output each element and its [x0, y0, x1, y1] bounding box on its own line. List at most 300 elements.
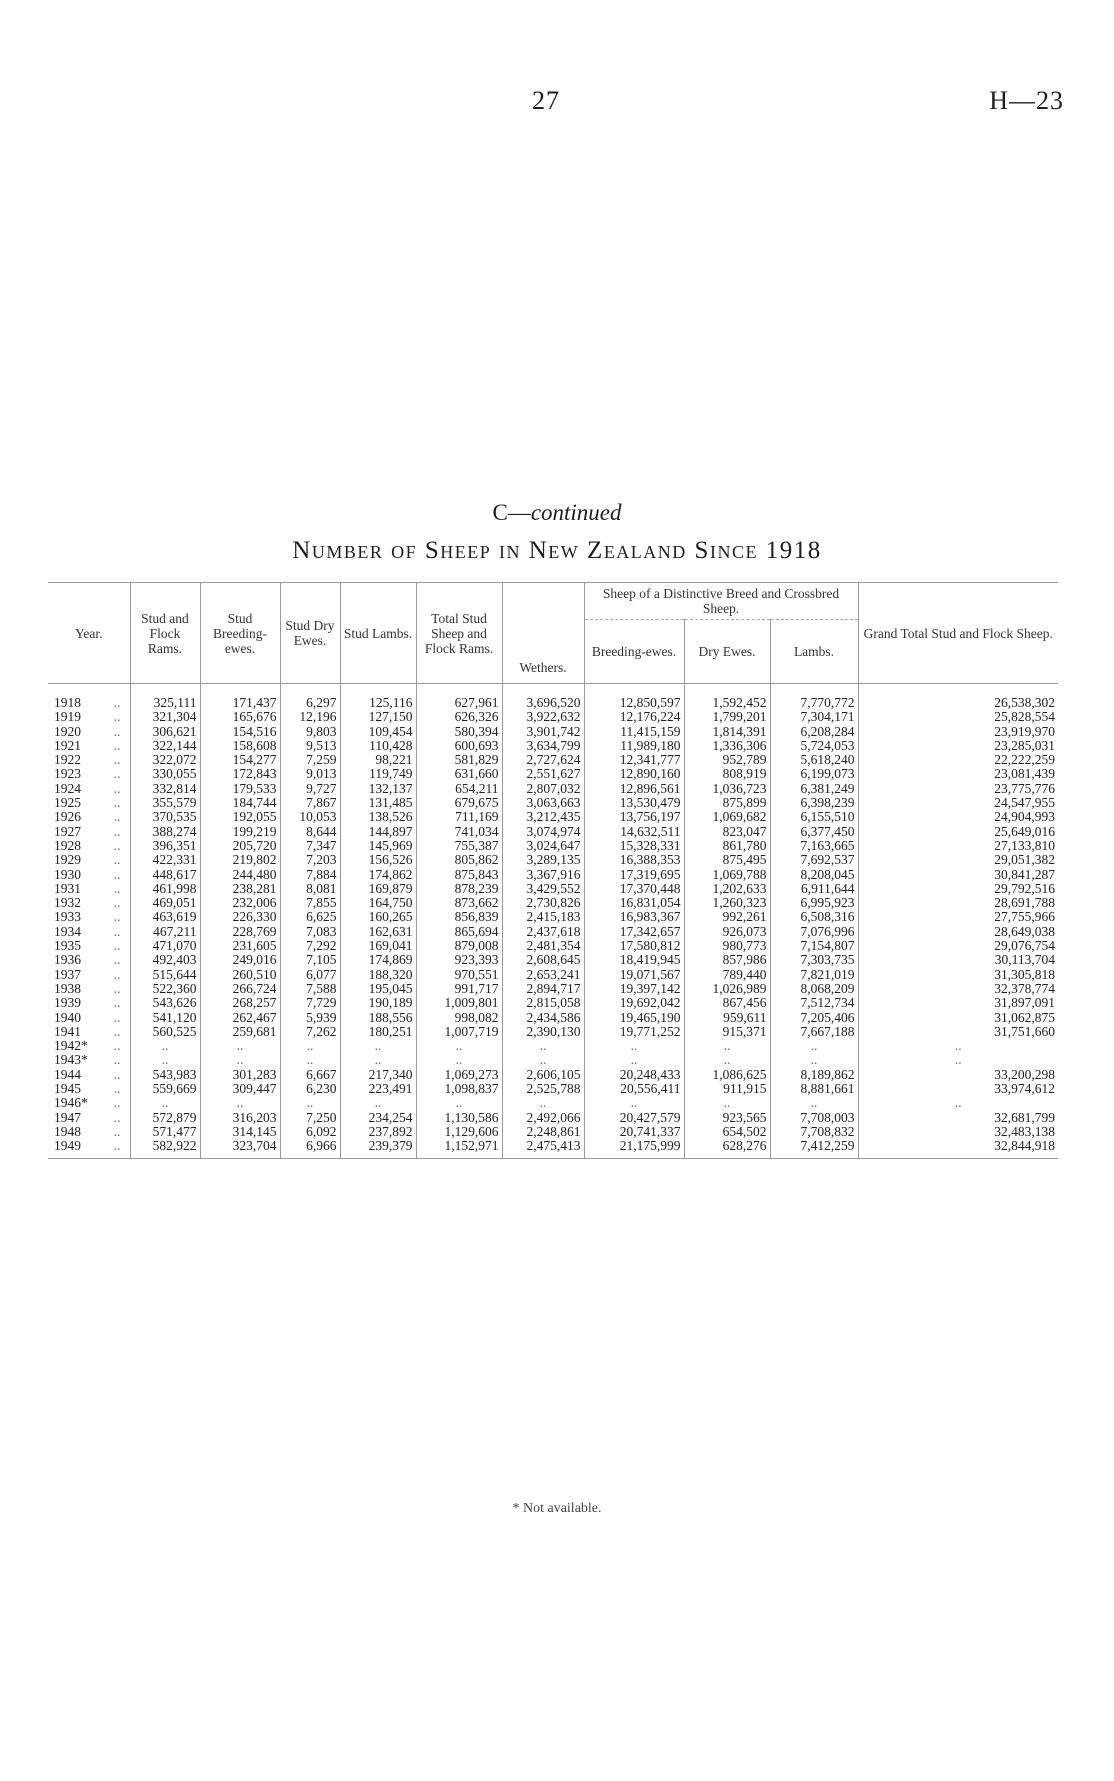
cell-breeding-ewes: 19,397,142 — [584, 982, 684, 996]
cell-stud-breeding-ewes: 249,016 — [200, 953, 280, 967]
section-title — [0, 500, 1114, 526]
year-label: 1921 — [54, 737, 81, 753]
year-label: 1936 — [54, 952, 81, 968]
table-row — [48, 1039, 1058, 1053]
cell-stud-dry-ewes: 7,855 — [280, 896, 340, 910]
year-label: 1930 — [54, 866, 81, 882]
cell-stud-lambs: 127,150 — [340, 710, 416, 724]
year-leader-dots: .. — [113, 780, 121, 796]
cell-lambs: 8,189,862 — [770, 1068, 858, 1082]
year-leader-dots: .. — [113, 823, 121, 839]
cell-stud-breeding-ewes: 228,769 — [200, 925, 280, 939]
year-label: 1923 — [54, 766, 81, 782]
cell-stud-breeding-ewes: 154,516 — [200, 725, 280, 739]
cell-total-stud: .. — [416, 1053, 502, 1067]
cell-grand-total: 29,051,382 — [858, 853, 1058, 867]
cell-lambs: 6,381,249 — [770, 782, 858, 796]
year-label: 1933 — [54, 909, 81, 925]
cell-stud-lambs: 239,379 — [340, 1139, 416, 1158]
cell-dry-ewes: 926,073 — [684, 925, 770, 939]
cell-stud-lambs: 174,869 — [340, 953, 416, 967]
table-row — [48, 896, 1058, 910]
cell-breeding-ewes: 14,632,511 — [584, 825, 684, 839]
cell-lambs: 6,199,073 — [770, 767, 858, 781]
cell-grand-total: 26,538,302 — [858, 684, 1058, 711]
cell-year — [48, 896, 130, 910]
cell-breeding-ewes: 21,175,999 — [584, 1139, 684, 1158]
year-label: 1941 — [54, 1023, 81, 1039]
cell-year — [48, 725, 130, 739]
cell-stud-breeding-ewes: 158,608 — [200, 739, 280, 753]
cell-stud-breeding-ewes: .. — [200, 1053, 280, 1067]
cell-dry-ewes: 1,336,306 — [684, 739, 770, 753]
year-label: 1931 — [54, 880, 81, 896]
table-row — [48, 968, 1058, 982]
cell-wethers: 2,525,788 — [502, 1082, 584, 1096]
cell-stud-dry-ewes: 7,588 — [280, 982, 340, 996]
year-label: 1937 — [54, 966, 81, 982]
cell-dry-ewes: 654,502 — [684, 1125, 770, 1139]
table-header — [48, 583, 1058, 684]
cell-grand-total: 24,904,993 — [858, 810, 1058, 824]
cell-breeding-ewes: 15,328,331 — [584, 839, 684, 853]
cell-breeding-ewes: 17,319,695 — [584, 868, 684, 882]
cell-stud-flock-rams: 515,644 — [130, 968, 200, 982]
cell-year — [48, 853, 130, 867]
cell-stud-breeding-ewes: 301,283 — [200, 1068, 280, 1082]
cell-stud-flock-rams: 582,922 — [130, 1139, 200, 1158]
cell-stud-breeding-ewes: 244,480 — [200, 868, 280, 882]
year-label: 1935 — [54, 938, 81, 954]
cell-breeding-ewes: 19,071,567 — [584, 968, 684, 982]
cell-total-stud: 873,662 — [416, 896, 502, 910]
cell-total-stud: 600,693 — [416, 739, 502, 753]
cell-stud-flock-rams: 461,998 — [130, 882, 200, 896]
cell-dry-ewes: 628,276 — [684, 1139, 770, 1158]
year-leader-dots: .. — [113, 737, 121, 753]
table-row — [48, 882, 1058, 896]
cell-stud-dry-ewes: 6,297 — [280, 684, 340, 711]
cell-lambs: .. — [770, 1096, 858, 1110]
cell-stud-flock-rams: 322,072 — [130, 753, 200, 767]
year-leader-dots: .. — [113, 1066, 121, 1082]
cell-year — [48, 882, 130, 896]
table-row — [48, 739, 1058, 753]
cell-lambs: 7,205,406 — [770, 1011, 858, 1025]
cell-dry-ewes: 959,611 — [684, 1011, 770, 1025]
cell-wethers: 2,608,645 — [502, 953, 584, 967]
table-row — [48, 753, 1058, 767]
col-breeding-ewes: Breeding-ewes. — [584, 619, 684, 683]
cell-wethers: .. — [502, 1039, 584, 1053]
col-wethers: Wethers. — [502, 583, 584, 684]
cell-year — [48, 839, 130, 853]
cell-total-stud: 1,098,837 — [416, 1082, 502, 1096]
cell-year — [48, 1082, 130, 1096]
cell-stud-lambs: 174,862 — [340, 868, 416, 882]
cell-total-stud: 627,961 — [416, 684, 502, 711]
year-label: 1947 — [54, 1109, 81, 1125]
cell-stud-flock-rams: 322,144 — [130, 739, 200, 753]
cell-lambs: 6,208,284 — [770, 725, 858, 739]
cell-wethers: 3,696,520 — [502, 684, 584, 711]
cell-stud-breeding-ewes: 309,447 — [200, 1082, 280, 1096]
cell-dry-ewes: 867,456 — [684, 996, 770, 1010]
cell-breeding-ewes: 16,388,353 — [584, 853, 684, 867]
cell-year — [48, 982, 130, 996]
cell-stud-flock-rams: 388,274 — [130, 825, 200, 839]
cell-grand-total: 31,897,091 — [858, 996, 1058, 1010]
cell-stud-dry-ewes: 9,803 — [280, 725, 340, 739]
table-row — [48, 953, 1058, 967]
cell-total-stud: 1,130,586 — [416, 1111, 502, 1125]
cell-stud-lambs: 109,454 — [340, 725, 416, 739]
cell-year — [48, 1125, 130, 1139]
cell-stud-lambs: 162,631 — [340, 925, 416, 939]
col-total-stud: Total Stud Sheep and Flock Rams. — [416, 583, 502, 684]
cell-grand-total: 32,844,918 — [858, 1139, 1058, 1158]
cell-lambs: 7,412,259 — [770, 1139, 858, 1158]
year-leader-dots: .. — [113, 895, 121, 911]
year-leader-dots: .. — [113, 752, 121, 768]
cell-breeding-ewes: .. — [584, 1096, 684, 1110]
cell-stud-lambs: 180,251 — [340, 1025, 416, 1039]
cell-lambs: 7,821,019 — [770, 968, 858, 982]
cell-wethers: 3,922,632 — [502, 710, 584, 724]
cell-lambs: 7,708,832 — [770, 1125, 858, 1139]
year-leader-dots: .. — [113, 1038, 121, 1054]
cell-breeding-ewes: 20,741,337 — [584, 1125, 684, 1139]
table-row — [48, 925, 1058, 939]
cell-stud-flock-rams: 332,814 — [130, 782, 200, 796]
cell-breeding-ewes: 13,530,479 — [584, 796, 684, 810]
col-stud-breeding-ewes: Stud Breeding-ewes. — [200, 583, 280, 684]
cell-dry-ewes: 857,986 — [684, 953, 770, 967]
cell-stud-breeding-ewes: 266,724 — [200, 982, 280, 996]
year-label: 1922 — [54, 752, 81, 768]
document-reference: H—23 — [989, 86, 1064, 115]
cell-stud-flock-rams: .. — [130, 1053, 200, 1067]
cell-grand-total: 32,483,138 — [858, 1125, 1058, 1139]
col-group-distinctive-breed: Sheep of a Distinctive Breed and Crossbred Sheep. — [584, 583, 858, 620]
cell-grand-total: 31,305,818 — [858, 968, 1058, 982]
cell-stud-breeding-ewes: 165,676 — [200, 710, 280, 724]
table-row — [48, 939, 1058, 953]
cell-lambs: 8,881,661 — [770, 1082, 858, 1096]
cell-wethers: 2,492,066 — [502, 1111, 584, 1125]
year-label: 1929 — [54, 852, 81, 868]
cell-dry-ewes: 952,789 — [684, 753, 770, 767]
cell-breeding-ewes: 19,692,042 — [584, 996, 684, 1010]
cell-year — [48, 767, 130, 781]
year-label: 1939 — [54, 995, 81, 1011]
year-label: 1918 — [54, 695, 81, 710]
table-row — [48, 825, 1058, 839]
cell-dry-ewes: 1,260,323 — [684, 896, 770, 910]
cell-breeding-ewes: 20,427,579 — [584, 1111, 684, 1125]
year-label: 1945 — [54, 1081, 81, 1097]
cell-dry-ewes: 1,202,633 — [684, 882, 770, 896]
cell-breeding-ewes: 20,248,433 — [584, 1068, 684, 1082]
cell-stud-dry-ewes: .. — [280, 1039, 340, 1053]
cell-stud-lambs: 125,116 — [340, 684, 416, 711]
cell-stud-breeding-ewes: 260,510 — [200, 968, 280, 982]
year-label: 1940 — [54, 1009, 81, 1025]
cell-stud-breeding-ewes: 154,277 — [200, 753, 280, 767]
cell-year — [48, 710, 130, 724]
cell-total-stud: 970,551 — [416, 968, 502, 982]
cell-stud-lambs: 195,045 — [340, 982, 416, 996]
cell-stud-lambs: .. — [340, 1096, 416, 1110]
cell-stud-flock-rams: 448,617 — [130, 868, 200, 882]
cell-stud-lambs: 98,221 — [340, 753, 416, 767]
year-label: 1946* — [54, 1095, 88, 1111]
cell-lambs: 7,163,665 — [770, 839, 858, 853]
cell-dry-ewes: 823,047 — [684, 825, 770, 839]
table-row — [48, 782, 1058, 796]
cell-dry-ewes: 789,440 — [684, 968, 770, 982]
cell-breeding-ewes: 16,831,054 — [584, 896, 684, 910]
cell-stud-lambs: 144,897 — [340, 825, 416, 839]
cell-stud-flock-rams: 560,525 — [130, 1025, 200, 1039]
cell-stud-flock-rams: 306,621 — [130, 725, 200, 739]
table-row — [48, 1053, 1058, 1067]
cell-lambs: 6,155,510 — [770, 810, 858, 824]
year-leader-dots: .. — [113, 1095, 121, 1111]
cell-dry-ewes: 1,069,682 — [684, 810, 770, 824]
cell-stud-breeding-ewes: 226,330 — [200, 910, 280, 924]
cell-stud-lambs: 156,526 — [340, 853, 416, 867]
cell-stud-dry-ewes: 7,262 — [280, 1025, 340, 1039]
table-row — [48, 767, 1058, 781]
sheep-table — [48, 582, 1058, 1159]
cell-stud-dry-ewes: 7,867 — [280, 796, 340, 810]
cell-stud-breeding-ewes: .. — [200, 1039, 280, 1053]
cell-stud-breeding-ewes: 323,704 — [200, 1139, 280, 1158]
cell-stud-breeding-ewes: 268,257 — [200, 996, 280, 1010]
cell-year — [48, 782, 130, 796]
cell-total-stud: 805,862 — [416, 853, 502, 867]
cell-wethers: 3,429,552 — [502, 882, 584, 896]
cell-lambs: 6,911,644 — [770, 882, 858, 896]
cell-stud-breeding-ewes: 184,744 — [200, 796, 280, 810]
cell-lambs: 7,512,734 — [770, 996, 858, 1010]
cell-stud-flock-rams: 543,983 — [130, 1068, 200, 1082]
year-leader-dots: .. — [113, 923, 121, 939]
table-row — [48, 1068, 1058, 1082]
cell-stud-flock-rams: 571,477 — [130, 1125, 200, 1139]
cell-breeding-ewes: 12,896,561 — [584, 782, 684, 796]
table-row — [48, 1096, 1058, 1110]
cell-total-stud: .. — [416, 1039, 502, 1053]
cell-grand-total: 28,649,038 — [858, 925, 1058, 939]
cell-lambs: 6,398,239 — [770, 796, 858, 810]
table-row — [48, 796, 1058, 810]
cell-stud-breeding-ewes: 179,533 — [200, 782, 280, 796]
cell-grand-total: 23,285,031 — [858, 739, 1058, 753]
col-stud-dry-ewes: Stud Dry Ewes. — [280, 583, 340, 684]
cell-stud-dry-ewes: 6,092 — [280, 1125, 340, 1139]
year-label: 1920 — [54, 723, 81, 739]
cell-total-stud: 856,839 — [416, 910, 502, 924]
cell-breeding-ewes: 16,983,367 — [584, 910, 684, 924]
cell-dry-ewes: 1,086,625 — [684, 1068, 770, 1082]
cell-grand-total: 29,792,516 — [858, 882, 1058, 896]
year-leader-dots: .. — [113, 852, 121, 868]
cell-breeding-ewes: 12,176,224 — [584, 710, 684, 724]
table-row — [48, 684, 1058, 711]
year-leader-dots: .. — [113, 1138, 121, 1154]
cell-breeding-ewes: 19,771,252 — [584, 1025, 684, 1039]
cell-total-stud: 741,034 — [416, 825, 502, 839]
cell-wethers: 2,606,105 — [502, 1068, 584, 1082]
cell-stud-lambs: 190,189 — [340, 996, 416, 1010]
cell-stud-breeding-ewes: 259,681 — [200, 1025, 280, 1039]
cell-total-stud: 679,675 — [416, 796, 502, 810]
cell-year — [48, 1053, 130, 1067]
cell-wethers: 3,367,916 — [502, 868, 584, 882]
cell-wethers: 2,894,717 — [502, 982, 584, 996]
cell-stud-lambs: 110,428 — [340, 739, 416, 753]
cell-lambs: .. — [770, 1039, 858, 1053]
cell-wethers: 3,212,435 — [502, 810, 584, 824]
cell-wethers: 3,289,135 — [502, 853, 584, 867]
year-label: 1942* — [54, 1038, 88, 1054]
cell-wethers: 2,415,183 — [502, 910, 584, 924]
cell-stud-flock-rams: 469,051 — [130, 896, 200, 910]
cell-stud-breeding-ewes: 172,843 — [200, 767, 280, 781]
year-leader-dots: .. — [113, 938, 121, 954]
cell-lambs: 7,692,537 — [770, 853, 858, 867]
cell-lambs: 7,770,772 — [770, 684, 858, 711]
table-title: Number of Sheep in New Zealand Since 1918 — [292, 537, 822, 564]
cell-lambs: 8,068,209 — [770, 982, 858, 996]
cell-stud-lambs: 169,879 — [340, 882, 416, 896]
cell-stud-dry-ewes: 6,966 — [280, 1139, 340, 1158]
cell-grand-total: 30,113,704 — [858, 953, 1058, 967]
cell-stud-flock-rams: .. — [130, 1039, 200, 1053]
cell-wethers: 2,475,413 — [502, 1139, 584, 1158]
table-row — [48, 725, 1058, 739]
cell-stud-lambs: 132,137 — [340, 782, 416, 796]
cell-year — [48, 684, 130, 711]
cell-total-stud: 654,211 — [416, 782, 502, 796]
cell-stud-dry-ewes: 7,250 — [280, 1111, 340, 1125]
cell-total-stud: 1,007,719 — [416, 1025, 502, 1039]
year-leader-dots: .. — [113, 995, 121, 1011]
cell-wethers: 3,063,663 — [502, 796, 584, 810]
cell-total-stud: 865,694 — [416, 925, 502, 939]
cell-stud-flock-rams: 330,055 — [130, 767, 200, 781]
cell-stud-dry-ewes: 6,077 — [280, 968, 340, 982]
cell-dry-ewes: 980,773 — [684, 939, 770, 953]
cell-wethers: 3,074,974 — [502, 825, 584, 839]
cell-year — [48, 810, 130, 824]
cell-lambs: 5,618,240 — [770, 753, 858, 767]
table-row — [48, 839, 1058, 853]
cell-stud-flock-rams: 467,211 — [130, 925, 200, 939]
cell-stud-breeding-ewes: 316,203 — [200, 1111, 280, 1125]
cell-stud-breeding-ewes: 205,720 — [200, 839, 280, 853]
cell-wethers: 3,634,799 — [502, 739, 584, 753]
year-label: 1924 — [54, 780, 81, 796]
cell-stud-breeding-ewes: 199,219 — [200, 825, 280, 839]
cell-grand-total: 22,222,259 — [858, 753, 1058, 767]
year-leader-dots: .. — [113, 880, 121, 896]
cell-wethers: 3,901,742 — [502, 725, 584, 739]
cell-stud-breeding-ewes: 232,006 — [200, 896, 280, 910]
cell-stud-dry-ewes: 5,939 — [280, 1011, 340, 1025]
cell-grand-total: 32,681,799 — [858, 1111, 1058, 1125]
cell-dry-ewes: 1,026,989 — [684, 982, 770, 996]
col-lambs: Lambs. — [770, 619, 858, 683]
cell-grand-total: 25,828,554 — [858, 710, 1058, 724]
table-row — [48, 1111, 1058, 1125]
cell-stud-flock-rams: 559,669 — [130, 1082, 200, 1096]
year-leader-dots: .. — [113, 1081, 121, 1097]
cell-grand-total: 33,200,298 — [858, 1068, 1058, 1082]
cell-stud-dry-ewes: 8,081 — [280, 882, 340, 896]
cell-dry-ewes: 1,814,391 — [684, 725, 770, 739]
year-leader-dots: .. — [113, 866, 121, 882]
cell-breeding-ewes: 20,556,411 — [584, 1082, 684, 1096]
cell-stud-dry-ewes: 7,259 — [280, 753, 340, 767]
year-leader-dots: .. — [113, 795, 121, 811]
cell-stud-breeding-ewes: 314,145 — [200, 1125, 280, 1139]
year-leader-dots: .. — [113, 966, 121, 982]
cell-grand-total: 24,547,955 — [858, 796, 1058, 810]
cell-year — [48, 1139, 130, 1158]
cell-grand-total: 27,755,966 — [858, 910, 1058, 924]
cell-stud-dry-ewes: 7,884 — [280, 868, 340, 882]
cell-wethers: 2,437,618 — [502, 925, 584, 939]
cell-dry-ewes: 1,069,788 — [684, 868, 770, 882]
table-row — [48, 996, 1058, 1010]
year-label: 1932 — [54, 895, 81, 911]
cell-grand-total: 23,919,970 — [858, 725, 1058, 739]
year-label: 1925 — [54, 795, 81, 811]
table-body — [48, 684, 1058, 1159]
cell-stud-flock-rams: 321,304 — [130, 710, 200, 724]
cell-lambs: 6,995,923 — [770, 896, 858, 910]
col-dry-ewes: Dry Ewes. — [684, 619, 770, 683]
cell-stud-dry-ewes: .. — [280, 1053, 340, 1067]
cell-lambs: 7,667,188 — [770, 1025, 858, 1039]
year-leader-dots: .. — [113, 909, 121, 925]
cell-grand-total: 23,081,439 — [858, 767, 1058, 781]
cell-stud-lambs: 223,491 — [340, 1082, 416, 1096]
table-row — [48, 1025, 1058, 1039]
cell-stud-breeding-ewes: 238,281 — [200, 882, 280, 896]
cell-stud-dry-ewes: 6,625 — [280, 910, 340, 924]
cell-total-stud: 626,326 — [416, 710, 502, 724]
cell-stud-dry-ewes: 10,053 — [280, 810, 340, 824]
cell-breeding-ewes: 11,989,180 — [584, 739, 684, 753]
cell-total-stud: 631,660 — [416, 767, 502, 781]
table-row — [48, 710, 1058, 724]
cell-breeding-ewes: 18,419,945 — [584, 953, 684, 967]
cell-dry-ewes: 875,495 — [684, 853, 770, 867]
year-leader-dots: .. — [113, 695, 121, 710]
table-row — [48, 1082, 1058, 1096]
cell-grand-total: 30,841,287 — [858, 868, 1058, 882]
cell-stud-dry-ewes: .. — [280, 1096, 340, 1110]
year-label: 1927 — [54, 823, 81, 839]
cell-total-stud: 1,129,606 — [416, 1125, 502, 1139]
cell-year — [48, 753, 130, 767]
year-leader-dots: .. — [113, 809, 121, 825]
cell-wethers: 2,390,130 — [502, 1025, 584, 1039]
